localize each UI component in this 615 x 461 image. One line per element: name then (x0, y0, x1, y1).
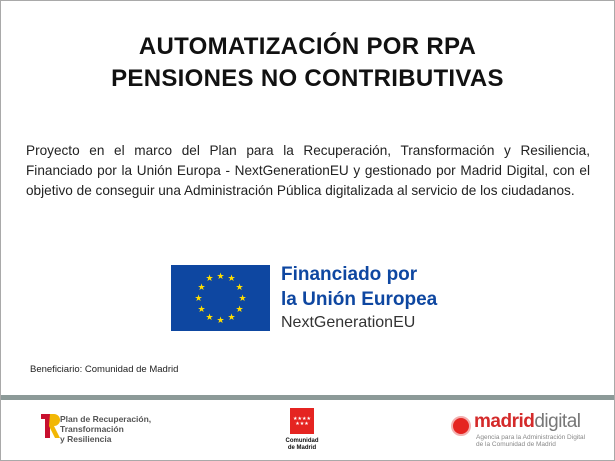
star-icon: ★ (205, 273, 214, 284)
madrid-digital-name (474, 411, 581, 433)
md-name-b: digital (534, 411, 581, 432)
eu-flag-icon (171, 265, 270, 331)
title-line-2: PENSIONES NO CONTRIBUTIVAS (111, 65, 504, 92)
star-icon: ★ (235, 281, 244, 292)
prtr-text (60, 414, 151, 444)
md-sub-2: de la Comunidad de Madrid (476, 441, 556, 448)
star-icon: ★ (194, 292, 203, 303)
star-icon: ★ (216, 314, 225, 325)
next-generation-eu: NextGenerationEU (281, 314, 416, 331)
prtr-line-2: Transformación (60, 424, 124, 434)
star-icon: ★ (197, 281, 206, 292)
md-name-a: madrid (474, 411, 535, 432)
description: Proyecto en el marco del Plan para la Recuperación, Transformación y Resiliencia, Financiado por la Unión Europa - NextGenerationEU y gestionado por Madrid Digital, con el objetivo de conseguir una Administración Pública digitalizada al servicio de los ciudadanos. (26, 143, 590, 198)
md-sub-1: Agencia para la Administración Digital (476, 434, 586, 441)
star-icon: ★ (197, 303, 206, 314)
star-icon: ★ (227, 311, 236, 322)
comunidad-madrid-text (284, 438, 320, 452)
footer-divider (1, 395, 614, 400)
beneficiary: Beneficiario: Comunidad de Madrid (30, 364, 179, 375)
star-icon: ★ (227, 273, 236, 284)
prtr-line-3: y Resiliencia (60, 434, 112, 444)
prtr-logo-icon (38, 412, 60, 440)
star-icon: ★ (235, 303, 244, 314)
eu-line-1: Financiado por (281, 264, 418, 285)
madrid-digital-logo-icon (451, 416, 471, 436)
star-icon: ★ (205, 311, 214, 322)
title-line-1: AUTOMATIZACIÓN POR RPA (138, 33, 477, 60)
cm-line-2: de Madrid (287, 445, 317, 451)
slide-title (0, 31, 615, 95)
star-icon: ★ (238, 292, 247, 303)
madrid-digital-subtitle (476, 434, 585, 448)
star-icon: ★ (216, 270, 225, 281)
comunidad-madrid-logo-icon: ★★★★ ★★★ (290, 408, 314, 434)
prtr-line-1: Plan de Recuperación, (60, 414, 152, 424)
eu-line-2: la Unión Europea (281, 289, 438, 310)
eu-funding-text (281, 262, 437, 312)
cm-line-1: Comunidad (285, 438, 319, 444)
